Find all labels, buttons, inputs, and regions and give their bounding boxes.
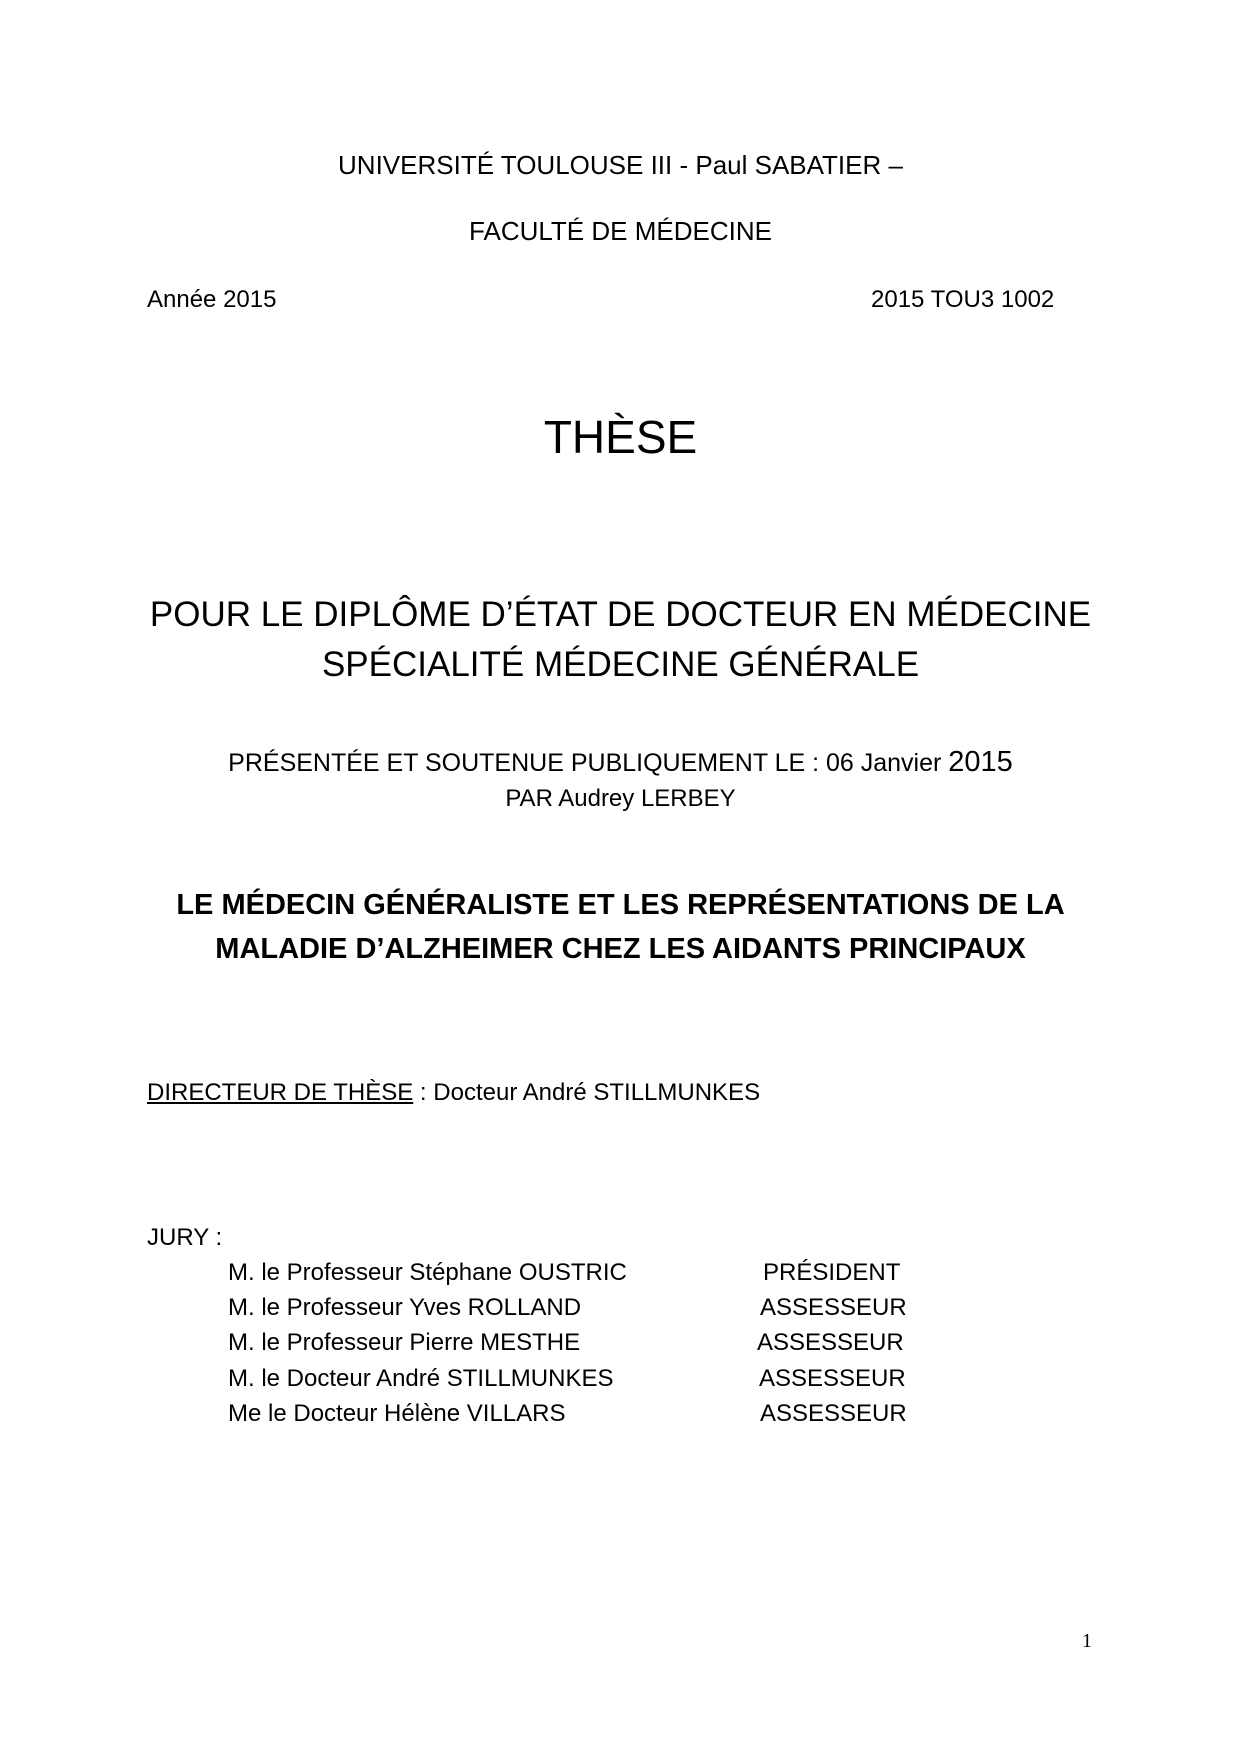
director-name: : Docteur André STILLMUNKES xyxy=(413,1079,761,1106)
jury-member-role: ASSESSEUR xyxy=(760,1294,907,1321)
presentation-date: PRÉSENTÉE ET SOUTENUE PUBLIQUEMENT LE : 06 Janvier xyxy=(228,749,942,777)
jury-member-name: M. le Professeur Yves ROLLAND xyxy=(228,1294,582,1321)
jury-member-role: ASSESSEUR xyxy=(760,1400,907,1427)
jury-member xyxy=(0,1329,1241,1363)
jury-label: JURY : xyxy=(147,1224,223,1251)
faculty-name: FACULTÉ DE MÉDECINE xyxy=(469,216,772,246)
jury-member xyxy=(0,1294,1241,1328)
thesis-title-block xyxy=(0,883,1241,971)
jury-member-role: ASSESSEUR xyxy=(759,1365,906,1392)
year-label: Année 2015 xyxy=(147,286,277,313)
university-name: UNIVERSITÉ TOULOUSE III - Paul SABATIER – xyxy=(338,150,903,180)
thesis-reference: 2015 TOU3 1002 xyxy=(871,286,1055,313)
diploma-line-2: SPÉCIALITÉ MÉDECINE GÉNÉRALE xyxy=(321,645,920,684)
diploma-line-1: POUR LE DIPLÔME D’ÉTAT DE DOCTEUR EN MÉDECINE xyxy=(149,595,1092,634)
director-label: DIRECTEUR DE THÈSE xyxy=(147,1079,414,1106)
thesis-director xyxy=(147,1079,760,1107)
jury-member xyxy=(0,1259,1241,1293)
thesis-title-line-2: MALADIE D’ALZHEIMER CHEZ LES AIDANTS PRINCIPAUX xyxy=(215,933,1026,965)
presentation-line-1 xyxy=(0,746,1241,779)
thesis-title-line-1: LE MÉDECIN GÉNÉRALISTE ET LES REPRÉSENTATIONS DE LA xyxy=(176,889,1065,921)
jury-member-name: M. le Professeur Stéphane OUSTRIC xyxy=(228,1259,627,1286)
document-title: THÈSE xyxy=(543,411,698,463)
jury-member-role: PRÉSIDENT xyxy=(763,1259,901,1286)
page-number: 1 xyxy=(1082,1630,1092,1652)
author-line: PAR Audrey LERBEY xyxy=(505,785,736,812)
presentation-year: 2015 xyxy=(948,746,1013,778)
jury-member-role: ASSESSEUR xyxy=(757,1329,904,1356)
jury-member-name: Me le Docteur Hélène VILLARS xyxy=(228,1400,566,1427)
jury-member xyxy=(0,1400,1241,1434)
jury-member-name: M. le Docteur André STILLMUNKES xyxy=(228,1365,614,1392)
jury-member xyxy=(0,1365,1241,1399)
diploma-block xyxy=(0,590,1241,690)
jury-member-name: M. le Professeur Pierre MESTHE xyxy=(228,1329,581,1356)
